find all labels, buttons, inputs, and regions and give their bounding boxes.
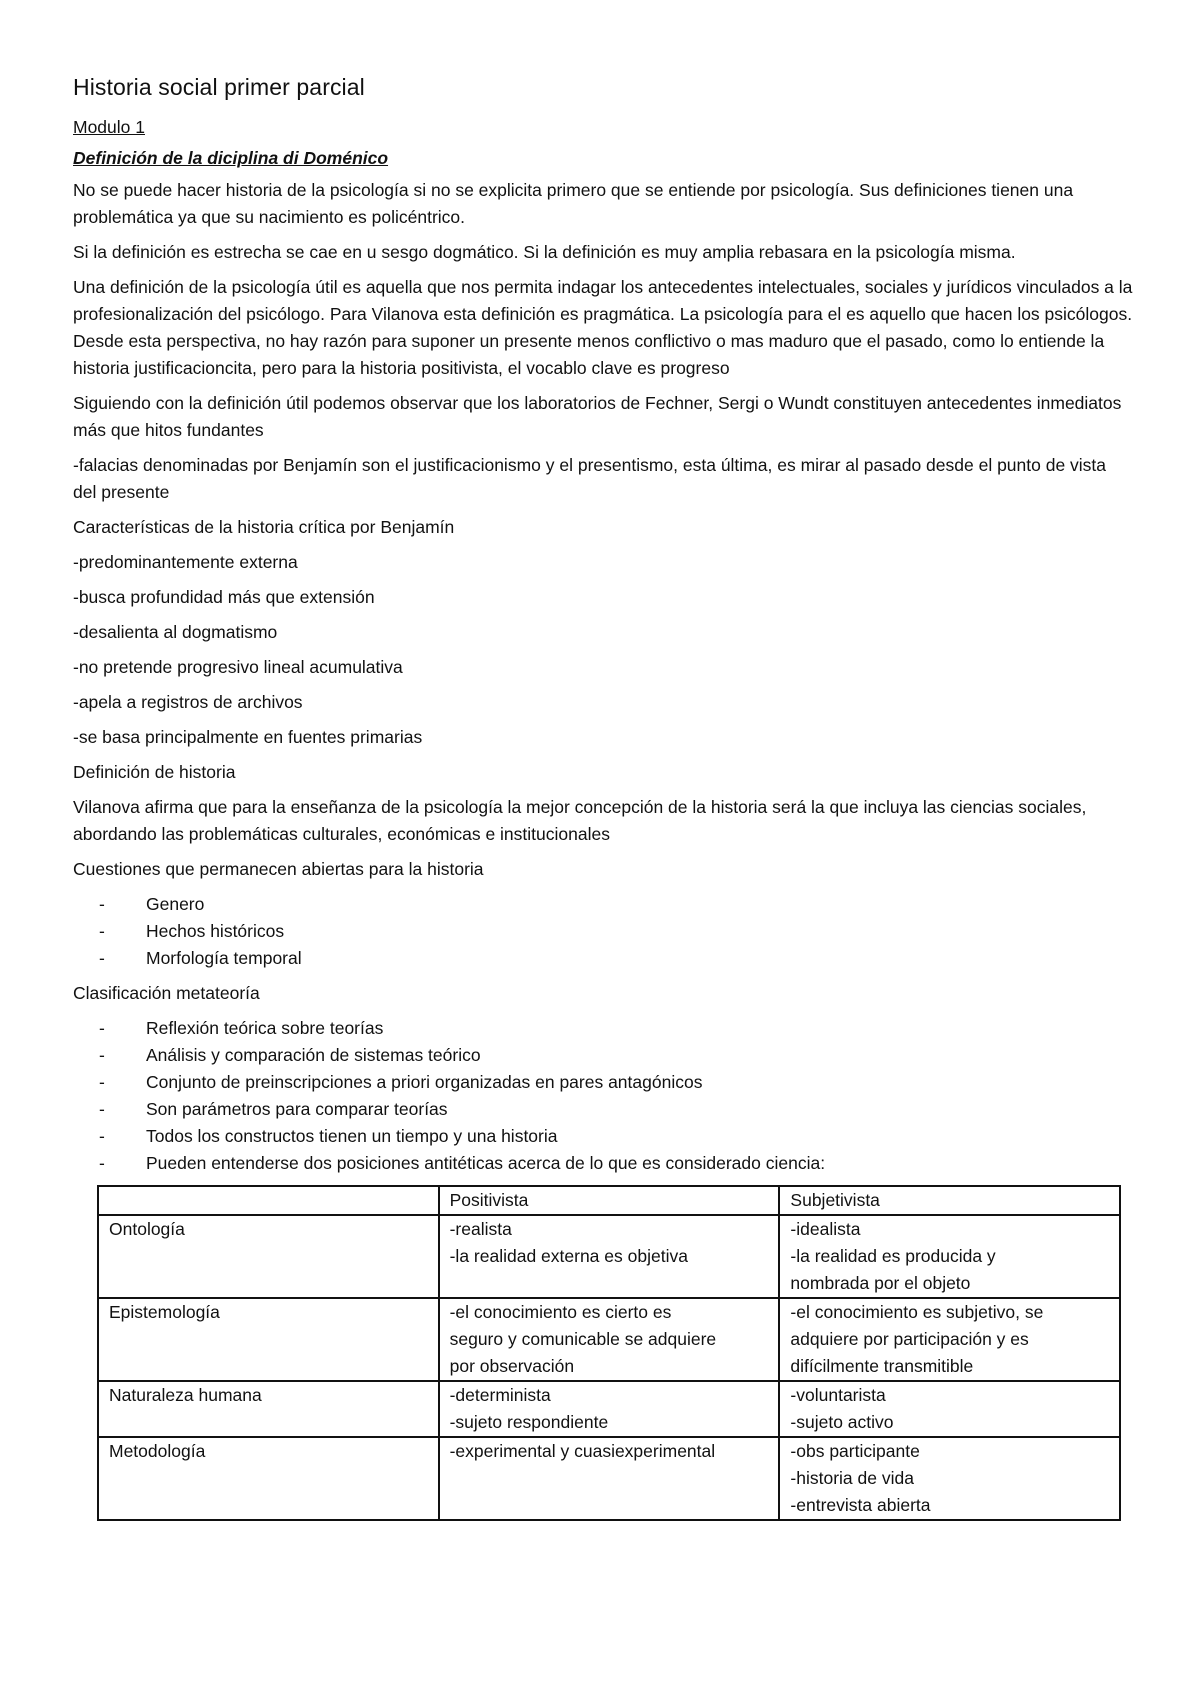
list-item: - Todos los constructos tienen un tiempo y una historia xyxy=(73,1123,1133,1150)
cell-line: -idealista xyxy=(790,1219,861,1239)
cell-line: por observación xyxy=(449,1356,575,1376)
table-header-row xyxy=(98,1186,1120,1215)
table-header-cell xyxy=(98,1186,439,1215)
list-item: - Genero xyxy=(73,891,1133,918)
table-cell xyxy=(439,1298,780,1381)
row-label: Epistemología xyxy=(98,1298,439,1381)
module-label: Modulo 1 xyxy=(73,117,145,137)
section-heading: Definición de la diciplina di Doménico xyxy=(73,148,389,168)
table-header-cell: Positivista xyxy=(439,1186,780,1215)
cell-line: -determinista xyxy=(449,1385,551,1405)
table-cell xyxy=(439,1437,780,1520)
paragraph: -predominantemente externa xyxy=(73,552,298,572)
cell-line: seguro y comunicable se adquiere xyxy=(449,1329,717,1349)
paragraph: -falacias denominadas por Benjamín son el justificacionismo y el presentismo, esta última, es mirar al pasado desde el punto de vista del presente xyxy=(73,455,1107,502)
cell-line: -realista xyxy=(449,1219,512,1239)
document-title: Historia social primer parcial xyxy=(73,74,365,100)
cell-line: adquiere por participación y es xyxy=(790,1329,1029,1349)
cell-line: -el conocimiento es cierto es xyxy=(449,1302,672,1322)
row-label: Naturaleza humana xyxy=(98,1381,439,1437)
paragraph: Características de la historia crítica por Benjamín xyxy=(73,517,455,537)
table-row xyxy=(98,1215,1120,1298)
paragraph: Si la definición es estrecha se cae en u sesgo dogmático. Si la definición es muy amplia rebasara en la psicología misma. xyxy=(73,242,1016,262)
list-item: - Morfología temporal xyxy=(73,945,1133,972)
paragraph: -se basa principalmente en fuentes primarias xyxy=(73,727,423,747)
cell-line: -obs participante xyxy=(790,1441,920,1461)
paragraph: -desalienta al dogmatismo xyxy=(73,622,278,642)
row-label: Metodología xyxy=(98,1437,439,1520)
paragraph: Definición de historia xyxy=(73,762,236,782)
list-item: - Conjunto de preinscripciones a priori organizadas en pares antagónicos xyxy=(73,1069,1133,1096)
table-row xyxy=(98,1298,1120,1381)
list-item: - Son parámetros para comparar teorías xyxy=(73,1096,1133,1123)
row-label: Ontología xyxy=(98,1215,439,1298)
table-row xyxy=(98,1437,1120,1520)
table-cell xyxy=(439,1215,780,1298)
paragraph: Siguiendo con la definición útil podemos observar que los laboratorios de Fechner, Sergi o Wundt constituyen antecedentes inmediatos más que hitos fundantes xyxy=(73,393,1122,440)
cell-line: -historia de vida xyxy=(790,1468,914,1488)
table-cell xyxy=(439,1381,780,1437)
table-cell xyxy=(779,1215,1120,1298)
cell-line: -sujeto respondiente xyxy=(449,1412,609,1432)
paragraph: -no pretende progresivo lineal acumulativa xyxy=(73,657,403,677)
list-item: - Reflexión teórica sobre teorías xyxy=(73,1015,1133,1042)
paragraph: Una definición de la psicología útil es aquella que nos permita indagar los antecedentes intelectuales, sociales y jurídicos vinculados a la profesionalización del psicólogo. Para Vilanova esta definición es pragmática. La psicología para el es aquello que hacen los psicólogos. Desde esta perspectiva, no hay razón para suponer un presente menos conflictivo o mas maduro que el pasado, como lo entiende la historia justificacioncita, pero para la historia positivista, el vocablo clave es progreso xyxy=(73,277,1133,378)
metatheory-list xyxy=(73,1015,1133,1177)
cell-line: -experimental y cuasiexperimental xyxy=(449,1441,716,1461)
list-item: - Análisis y comparación de sistemas teórico xyxy=(73,1042,1133,1069)
paragraph: Vilanova afirma que para la enseñanza de la psicología la mejor concepción de la historia será la que incluya las ciencias sociales, abordando las problemáticas culturales, económicas e institucionales xyxy=(73,797,1087,844)
paragraph: -apela a registros de archivos xyxy=(73,692,303,712)
document-page xyxy=(73,74,1133,1521)
cell-line: -el conocimiento es subjetivo, se xyxy=(790,1302,1044,1322)
cell-line: nombrada por el objeto xyxy=(790,1273,971,1293)
list-item: - Hechos históricos xyxy=(73,918,1133,945)
cell-line: -la realidad es producida y xyxy=(790,1246,996,1266)
metatheory-heading: Clasificación metateoría xyxy=(73,983,260,1003)
list-item: - Pueden entenderse dos posiciones antitéticas acerca de lo que es considerado ciencia: xyxy=(73,1150,1133,1177)
cell-line: -entrevista abierta xyxy=(790,1495,931,1515)
paragraph: Cuestiones que permanecen abiertas para la historia xyxy=(73,859,484,879)
cell-line: -la realidad externa es objetiva xyxy=(449,1246,688,1266)
table-header-cell: Subjetivista xyxy=(779,1186,1120,1215)
open-questions-list xyxy=(73,891,1133,972)
paragraph: -busca profundidad más que extensión xyxy=(73,587,375,607)
table-row xyxy=(98,1381,1120,1437)
table-cell xyxy=(779,1298,1120,1381)
table-cell xyxy=(779,1437,1120,1520)
cell-line: -voluntarista xyxy=(790,1385,886,1405)
paragraph: No se puede hacer historia de la psicología si no se explicita primero que se entiende por psicología. Sus definiciones tienen una problemática ya que su nacimiento es policéntrico. xyxy=(73,180,1074,227)
cell-line: difícilmente transmitible xyxy=(790,1356,974,1376)
table-cell xyxy=(779,1381,1120,1437)
cell-line: -sujeto activo xyxy=(790,1412,894,1432)
comparison-table xyxy=(97,1185,1121,1521)
